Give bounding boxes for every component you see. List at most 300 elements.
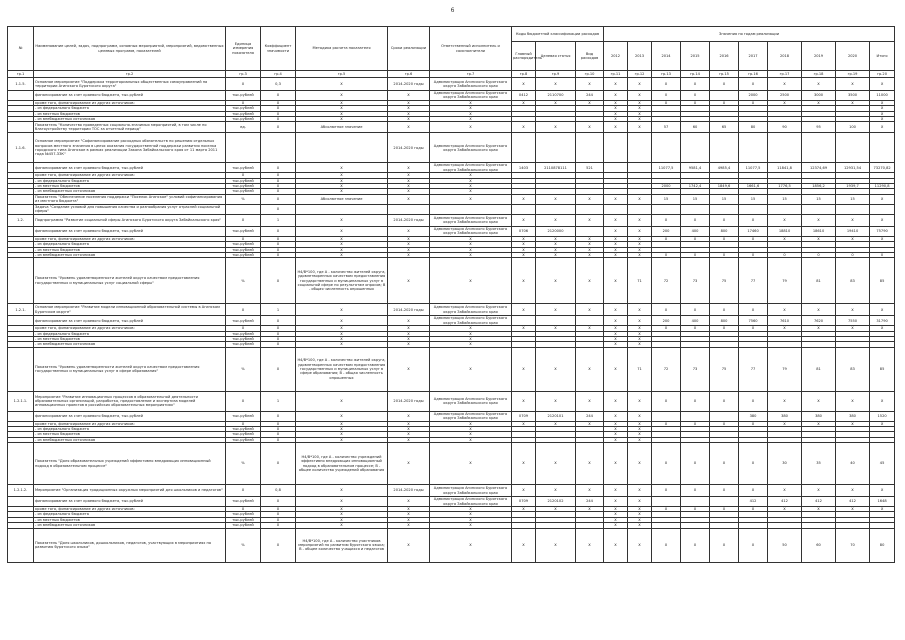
table-cell: Х <box>768 78 802 91</box>
table-cell: Х <box>261 106 296 111</box>
table-cell: Х <box>261 497 296 507</box>
table-cell: Х <box>296 163 388 173</box>
table-cell: Х <box>296 214 388 226</box>
table-cell: 73270,82 <box>870 163 895 173</box>
table-cell: Н4/В*100, где А - количество жителей округа, удовлетворенных качеством предоставления государственных и муниципальных услуг в сфере образования; В - общая численность опрошенных <box>296 347 388 391</box>
column-number: гр.8 <box>512 71 536 78</box>
table-cell: Х <box>388 226 430 236</box>
table-cell: Х <box>836 304 870 316</box>
table-cell: Х <box>388 258 430 304</box>
table-cell: 2120000 <box>536 226 576 236</box>
table-cell: 800 <box>710 316 739 326</box>
table-cell: Х <box>652 528 681 562</box>
table-cell: 19410 <box>836 226 870 236</box>
table-cell: Х <box>261 173 296 178</box>
table-cell: тыс.рублей <box>226 252 261 257</box>
table-cell: Х <box>536 122 576 133</box>
table-cell: Х <box>628 342 652 347</box>
table-cell: Х <box>628 236 652 241</box>
table-cell: Х <box>261 100 296 105</box>
column-number: гр.2 <box>34 71 226 78</box>
table-row <box>8 194 895 204</box>
table-cell: Х <box>226 304 261 316</box>
table-cell: Х <box>576 258 604 304</box>
header-executor: Ответственный исполнитель и соисполнители <box>430 27 512 71</box>
table-cell: Х <box>628 411 652 421</box>
table-cell <box>628 163 652 173</box>
table-cell: Х <box>604 517 628 522</box>
table-cell: Х <box>870 485 895 497</box>
table-row <box>8 226 895 236</box>
table-row <box>8 214 895 226</box>
table-cell: Х <box>388 100 430 105</box>
table-cell: Х <box>604 258 628 304</box>
table-cell: 380 <box>802 411 836 421</box>
table-cell: Х <box>536 247 576 252</box>
table-cell: Х <box>430 122 512 133</box>
table-cell: 7560 <box>739 316 768 326</box>
table-cell: Х <box>430 236 512 241</box>
table-cell: 380 <box>768 411 802 421</box>
table-cell <box>739 204 768 214</box>
table-cell: Х <box>296 252 388 257</box>
table-cell: Х <box>628 214 652 226</box>
table-cell: Х <box>604 106 628 111</box>
table-cell: Х <box>536 391 576 411</box>
table-cell: Х <box>604 117 628 122</box>
table-cell: Х <box>261 242 296 247</box>
table-cell: Х <box>836 236 870 241</box>
table-cell: Х <box>296 189 388 194</box>
table-cell: Х <box>226 100 261 105</box>
column-number: гр.9 <box>536 71 576 78</box>
table-cell: Х <box>628 443 652 485</box>
table-cell: тыс.рублей <box>226 91 261 101</box>
table-cell: Х <box>576 100 604 105</box>
table-cell <box>576 316 604 326</box>
table-cell: Х <box>604 252 628 257</box>
table-cell: 15 <box>739 194 768 204</box>
table-cell: 1856,2 <box>802 184 836 189</box>
table-cell: тыс.рублей <box>226 189 261 194</box>
table-cell: Х <box>681 528 710 562</box>
table-cell: Х <box>261 432 296 437</box>
table-cell: Х <box>652 485 681 497</box>
table-cell: Х <box>739 507 768 512</box>
column-number: гр.3 <box>226 71 261 78</box>
table-cell: Х <box>226 421 261 426</box>
column-number: гр.7 <box>430 71 512 78</box>
table-cell <box>512 316 536 326</box>
table-cell <box>768 133 802 163</box>
table-cell: Х <box>576 326 604 331</box>
table-cell: 60 <box>802 528 836 562</box>
table-cell: Администрация Агинского Бурятского округа Забайкальского края <box>430 497 512 507</box>
table-cell: Х <box>536 214 576 226</box>
header-period: Сроки реализации <box>388 27 430 71</box>
row-name: Основное мероприятие "Поддержка территориальных общественных самоуправлений на территории Агинского Бурятского округа" <box>34 78 226 91</box>
table-cell: Х <box>430 437 512 442</box>
table-cell: Х <box>430 242 512 247</box>
table-cell: Х <box>296 236 388 241</box>
row-name: финансирование за счет краевого бюджета, тыс.рублей <box>34 91 226 101</box>
table-cell: Х <box>681 214 710 226</box>
table-cell <box>261 133 296 163</box>
table-cell <box>296 204 388 214</box>
table-cell: 30 <box>768 443 802 485</box>
table-cell: % <box>226 347 261 391</box>
table-cell: Х <box>628 111 652 116</box>
table-cell <box>536 204 576 214</box>
table-cell: Х <box>681 391 710 411</box>
row-name: Задача "Создание условий для повышения качества и разнообразия услуг отраслей социальной сферы" <box>34 204 226 214</box>
table-cell: Х <box>388 236 430 241</box>
table-cell: 79 <box>768 258 802 304</box>
row-name: кроме того, финансирование из других источников: <box>34 326 226 331</box>
header-budget-article: Целевая статья <box>536 42 576 71</box>
table-cell: Х <box>652 214 681 226</box>
table-cell: Х <box>652 391 681 411</box>
table-cell: Х <box>512 326 536 331</box>
table-cell: Х <box>628 91 652 101</box>
table-cell: Х <box>430 117 512 122</box>
table-cell <box>430 204 512 214</box>
table-cell: Х <box>604 242 628 247</box>
table-cell: Х <box>604 316 628 326</box>
table-cell: Х <box>802 78 836 91</box>
table-cell: Х <box>536 421 576 426</box>
table-cell: Х <box>604 194 628 204</box>
table-cell: Х <box>604 523 628 528</box>
table-cell: Х <box>836 485 870 497</box>
table-cell: 521 <box>576 163 604 173</box>
table-cell: Х <box>628 517 652 522</box>
table-cell: Х <box>576 507 604 512</box>
table-cell: Х <box>604 485 628 497</box>
table-cell: Х <box>261 91 296 101</box>
table-cell: Х <box>652 443 681 485</box>
row-name: Показатель "Уровень удовлетворенности жителей округа качеством предоставления государственных и муниципальных услуг социальной сферы" <box>34 258 226 304</box>
header-total: Итого <box>870 42 895 71</box>
table-cell: Х <box>430 106 512 111</box>
table-cell: Х <box>681 78 710 91</box>
table-cell: Х <box>388 426 430 431</box>
table-cell: Х <box>604 507 628 512</box>
table-cell: Х <box>576 443 604 485</box>
row-name: Показатель "Уровень удовлетворенности жителей округа качеством предоставления государственных и муниципальных услуг в сфере образования" <box>34 347 226 391</box>
row-name: Показатель "Доля школьников, дошкольников, педагогов, участвующих в мероприятиях по развитию бурятского языка" <box>34 528 226 562</box>
table-cell: Х <box>296 432 388 437</box>
table-cell <box>652 497 681 507</box>
table-cell: 72 <box>652 258 681 304</box>
table-cell: Х <box>430 512 512 517</box>
table-cell: Х <box>388 194 430 204</box>
table-cell: Х <box>681 443 710 485</box>
table-cell <box>681 133 710 163</box>
header-year-2014: 2014 <box>652 42 681 71</box>
table-cell: Х <box>604 443 628 485</box>
column-number: гр.1 <box>8 71 34 78</box>
column-number: гр.18 <box>802 71 836 78</box>
table-cell: Х <box>628 78 652 91</box>
table-cell: Х <box>802 100 836 105</box>
table-cell: Х <box>768 326 802 331</box>
row-name: - из местных бюджетов <box>34 111 226 116</box>
table-cell: 15 <box>710 194 739 204</box>
table-cell: 3500 <box>836 91 870 101</box>
table-cell: Х <box>870 78 895 91</box>
table-cell: Х <box>512 100 536 105</box>
table-cell: 0706 <box>512 226 536 236</box>
row-name: - из внебюджетных источников <box>34 117 226 122</box>
table-cell: Х <box>388 247 430 252</box>
table-cell: Х <box>870 507 895 512</box>
table-cell: Х <box>604 78 628 91</box>
table-cell: 0 <box>802 252 836 257</box>
table-cell: Администрация Агинского Бурятского округа Забайкальского края <box>430 214 512 226</box>
table-cell: Х <box>388 497 430 507</box>
table-cell: Х <box>681 236 710 241</box>
table-cell: 380 <box>739 411 768 421</box>
table-cell: Х <box>710 100 739 105</box>
table-cell: тыс.рублей <box>226 497 261 507</box>
table-cell <box>604 204 628 214</box>
table-cell: 71 <box>628 258 652 304</box>
table-cell: Х <box>628 242 652 247</box>
table-cell: Х <box>710 485 739 497</box>
table-cell: 73 <box>681 258 710 304</box>
table-cell: Х <box>388 331 430 336</box>
table-cell: Х <box>628 117 652 122</box>
table-cell: Х <box>710 528 739 562</box>
table-cell: Х <box>536 242 576 247</box>
table-cell: Администрация Агинского Бурятского округа Забайкальского края <box>430 316 512 326</box>
table-cell: 0 <box>768 252 802 257</box>
table-cell <box>652 204 681 214</box>
table-cell: Х <box>388 421 430 426</box>
table-cell: Х <box>681 304 710 316</box>
row-name: - из местных бюджетов <box>34 247 226 252</box>
table-cell: Администрация Агинского Бурятского округа Забайкальского края <box>430 133 512 163</box>
row-name: Мероприятие "Развитие инновационных процессов в образовательной деятельности образовательных организаций, разработка, предоставление и экспертиза моделей инновационных проектов в российских образовательных мероприятиях" <box>34 391 226 411</box>
table-cell: Х <box>681 485 710 497</box>
table-cell: 0 <box>710 252 739 257</box>
table-cell: Х <box>261 184 296 189</box>
table-cell: Х <box>604 497 628 507</box>
table-cell: Х <box>710 236 739 241</box>
table-cell: тыс.рублей <box>226 316 261 326</box>
table-cell: Х <box>296 523 388 528</box>
table-cell: 70 <box>836 528 870 562</box>
row-number <box>8 226 34 236</box>
table-cell: Х <box>628 391 652 411</box>
table-cell: Х <box>802 391 836 411</box>
table-cell: 400 <box>681 316 710 326</box>
table-cell: Х <box>296 316 388 326</box>
table-cell: Х <box>296 100 388 105</box>
table-cell <box>536 133 576 163</box>
table-cell: Х <box>652 100 681 105</box>
table-cell: 81 <box>802 258 836 304</box>
table-cell: Х <box>576 194 604 204</box>
table-cell: Х <box>226 485 261 497</box>
table-cell: 15 <box>681 194 710 204</box>
table-cell: Х <box>604 326 628 331</box>
table-cell: Х <box>388 316 430 326</box>
table-cell: Х <box>870 421 895 426</box>
table-cell: Х <box>430 517 512 522</box>
table-cell: Х <box>652 78 681 91</box>
table-cell: 0709 <box>512 497 536 507</box>
table-cell: Х <box>576 78 604 91</box>
table-cell: Х <box>604 426 628 431</box>
table-cell <box>576 226 604 236</box>
table-cell: Х <box>296 78 388 91</box>
table-cell: Х <box>430 347 512 391</box>
table-cell <box>512 204 536 214</box>
table-cell: 18610 <box>802 226 836 236</box>
row-name: кроме того, финансирование из других источников: <box>34 421 226 426</box>
table-row <box>8 411 895 421</box>
table-cell: Х <box>296 331 388 336</box>
table-cell: Х <box>430 100 512 105</box>
row-name: - из федерального бюджета <box>34 178 226 183</box>
table-cell: тыс.рублей <box>226 411 261 421</box>
row-name: - из федерального бюджета <box>34 331 226 336</box>
table-cell: Х <box>739 214 768 226</box>
table-cell: 31790 <box>870 316 895 326</box>
table-cell: 0709 <box>512 411 536 421</box>
table-cell: 40 <box>836 443 870 485</box>
table-cell: 79 <box>768 347 802 391</box>
row-name: - из внебюджетных источников <box>34 189 226 194</box>
table-cell: Х <box>296 226 388 236</box>
table-cell: Х <box>261 189 296 194</box>
table-cell: 80 <box>870 528 895 562</box>
row-number <box>8 316 34 326</box>
table-cell: Х <box>261 326 296 331</box>
row-number: 1.1.6. <box>8 133 34 163</box>
column-number: гр.14 <box>681 71 710 78</box>
table-cell: 83 <box>836 258 870 304</box>
row-name: - из местных бюджетов <box>34 517 226 522</box>
column-number-row <box>8 71 895 78</box>
table-cell: 800 <box>710 226 739 236</box>
row-name: финансирование за счет краевого бюджета, тыс.рублей <box>34 497 226 507</box>
table-cell: 1742,4 <box>681 184 710 189</box>
row-name: Показатель "Количество проведенных социально-значимых мероприятий, в том числе по благоустройству территории ТОС за отчетный период" <box>34 122 226 133</box>
table-cell: % <box>226 528 261 562</box>
table-cell: Х <box>870 304 895 316</box>
table-cell: Х <box>296 106 388 111</box>
table-cell: Х <box>628 326 652 331</box>
table-cell: Х <box>388 507 430 512</box>
table-cell: Х <box>710 443 739 485</box>
table-cell: 4985,4 <box>710 163 739 173</box>
table-cell: Х <box>628 507 652 512</box>
table-cell: Х <box>430 247 512 252</box>
table-cell: Х <box>296 184 388 189</box>
row-name: Основное мероприятие "Развитие модели инновационной образовательной системы в Агинском Бурятском округе" <box>34 304 226 316</box>
table-cell: Х <box>261 194 296 204</box>
header-year-2013: 2013 <box>628 42 652 71</box>
table-cell: Х <box>870 236 895 241</box>
table-cell: тыс.рублей <box>226 184 261 189</box>
table-cell: Администрация Агинского Бурятского округа Забайкальского края <box>430 78 512 91</box>
row-name: Показатель "Обеспечение поселения поддержки "Поселок Агинское" условий софинансирования из местного бюджета" <box>34 194 226 204</box>
table-cell: Х <box>296 242 388 247</box>
row-number: 1.2.1.2. <box>8 485 34 497</box>
table-cell: 400 <box>681 226 710 236</box>
table-cell <box>870 204 895 214</box>
table-cell: Х <box>388 517 430 522</box>
table-cell: Х <box>870 214 895 226</box>
table-cell: тыс.рублей <box>226 106 261 111</box>
table-cell: Х <box>536 347 576 391</box>
header-budget-group: Коды бюджетной классификации расходов <box>512 27 604 42</box>
table-cell <box>681 204 710 214</box>
table-cell: Х <box>628 194 652 204</box>
table-cell: Х <box>430 173 512 178</box>
table-cell: Х <box>870 100 895 105</box>
table-cell: 1939,7 <box>836 184 870 189</box>
table-cell: 7610 <box>768 316 802 326</box>
table-cell: Х <box>388 111 430 116</box>
table-cell: Х <box>536 485 576 497</box>
table-cell: 0,8 <box>261 485 296 497</box>
table-cell: Х <box>628 304 652 316</box>
table-cell <box>739 133 768 163</box>
table-cell: 77 <box>739 347 768 391</box>
table-cell: Х <box>261 247 296 252</box>
row-name: Мероприятие "Организация традиционных окружных мероприятий для школьников и педагогов" <box>34 485 226 497</box>
row-number <box>8 204 34 214</box>
table-cell: Х <box>870 106 895 111</box>
table-cell: Х <box>388 342 430 347</box>
table-cell: Х <box>836 421 870 426</box>
table-cell: тыс.рублей <box>226 432 261 437</box>
table-cell: 2014-2020 годы <box>388 78 430 91</box>
row-name: финансирование за счет краевого бюджета, тыс.рублей <box>34 316 226 326</box>
table-cell: Х <box>536 78 576 91</box>
table-cell: Х <box>261 226 296 236</box>
table-cell: Х <box>296 117 388 122</box>
table-cell: Х <box>604 528 628 562</box>
table-cell: 50 <box>768 528 802 562</box>
row-number <box>8 347 34 391</box>
table-cell: Х <box>430 178 512 183</box>
table-cell: Х <box>802 421 836 426</box>
row-name: - из местных бюджетов <box>34 184 226 189</box>
table-cell: тыс.рублей <box>226 342 261 347</box>
table-cell: Х <box>802 236 836 241</box>
column-number: гр.12 <box>628 71 652 78</box>
table-cell <box>681 497 710 507</box>
table-cell: Администрация Агинского Бурятского округа Забайкальского края <box>430 485 512 497</box>
table-cell: Х <box>739 100 768 105</box>
table-cell: Х <box>576 236 604 241</box>
table-cell: Х <box>604 236 628 241</box>
table-cell: 15 <box>652 194 681 204</box>
table-cell: Х <box>628 336 652 341</box>
column-number: гр.10 <box>576 71 604 78</box>
table-cell: Х <box>430 184 512 189</box>
table-cell: Х <box>576 214 604 226</box>
table-cell: Х <box>512 528 536 562</box>
table-cell: Х <box>296 485 388 497</box>
header-year-2018: 2018 <box>768 42 802 71</box>
table-cell: 65 <box>710 122 739 133</box>
